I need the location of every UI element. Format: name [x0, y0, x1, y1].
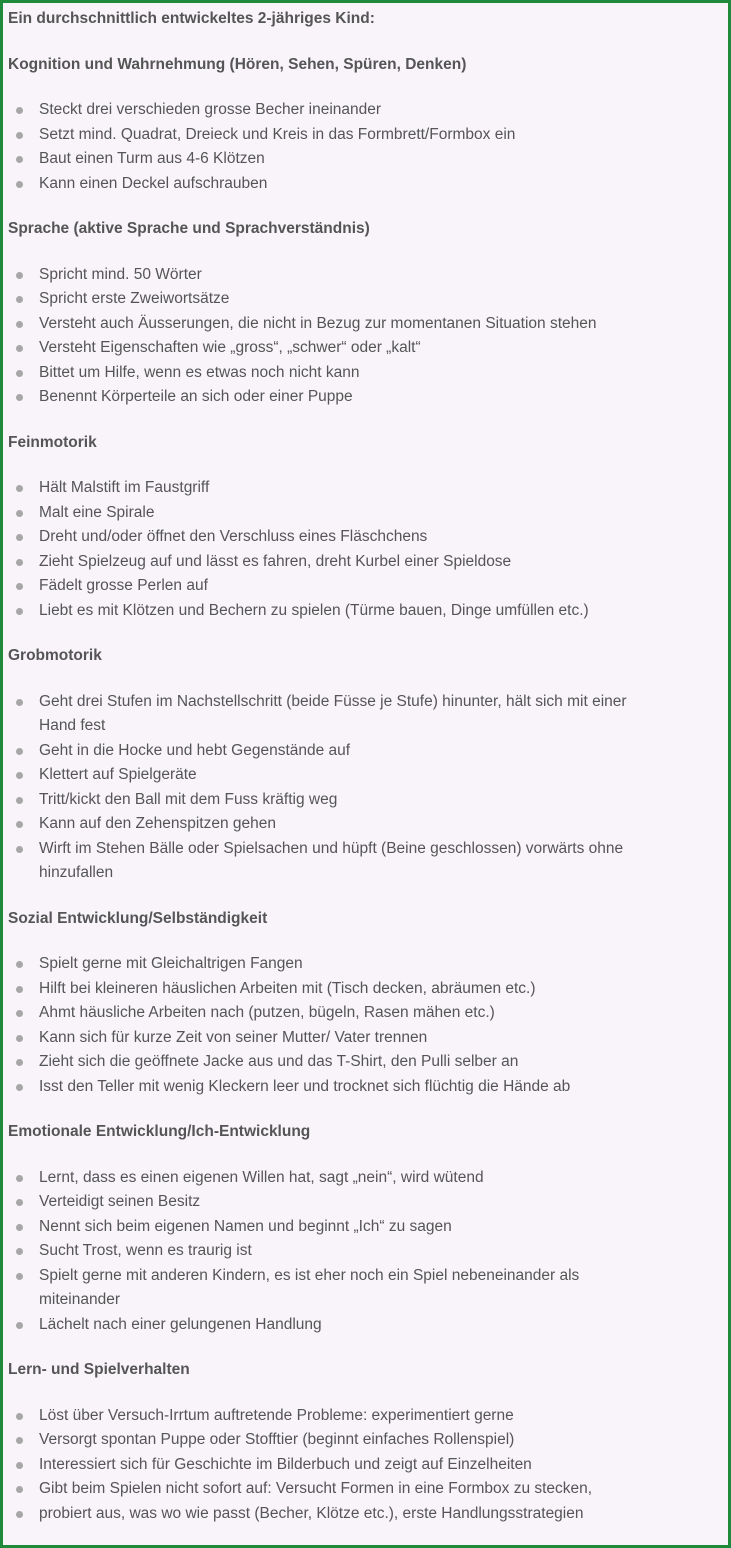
list-item-text: Bittet um Hilfe, wenn es etwas noch nicht kann — [39, 363, 360, 381]
bullet-icon — [16, 1224, 23, 1231]
list-item-text: Setzt mind. Quadrat, Dreieck und Kreis in das Formbrett/Formbox ein — [39, 125, 516, 143]
list-item — [8, 1166, 639, 1191]
list-item-text: Liebt es mit Klötzen und Bechern zu spielen (Türme bauen, Dinge umfüllen etc.) — [39, 601, 589, 619]
bullet-icon — [16, 534, 23, 541]
bullet-icon — [16, 1413, 23, 1420]
list-item-text: Kann sich für kurze Zeit von seiner Mutter/ Vater trennen — [39, 1028, 428, 1046]
list-item-text: Versorgt spontan Puppe oder Stofftier (beginnt einfaches Rollenspiel) — [39, 1431, 515, 1448]
list-item — [8, 1050, 639, 1075]
bullet-icon — [16, 1248, 23, 1255]
list-item — [8, 312, 639, 337]
bullet-icon — [16, 321, 23, 328]
document-title: Ein durchschnittlich entwickeltes 2-jähriges Kind: — [8, 10, 375, 27]
list-item-text: Baut einen Turm aus 4-6 Klötzen — [39, 150, 265, 167]
bullet-icon — [16, 1059, 23, 1066]
bullet-icon — [16, 1010, 23, 1017]
list-item — [8, 1001, 639, 1026]
list-item — [8, 690, 639, 739]
bullet-icon — [16, 296, 23, 303]
list-item — [8, 1313, 639, 1338]
bullet-icon — [16, 107, 23, 114]
list-item — [8, 1026, 639, 1051]
bullet-icon — [16, 1199, 23, 1206]
bullet-icon — [16, 485, 23, 492]
bullet-icon — [16, 961, 23, 968]
list-item-text: Hilft bei kleineren häuslichen Arbeiten mit (Tisch decken, abräumen etc.) — [39, 979, 536, 997]
list-item — [8, 1239, 639, 1264]
document-body — [8, 7, 723, 1547]
list-item — [8, 763, 639, 788]
list-item — [8, 336, 639, 361]
list-item-text: Tritt/kickt den Ball mit dem Fuss kräftig weg — [39, 790, 338, 808]
list-item-text: Spielt gerne mit Gleichaltrigen Fangen — [39, 955, 303, 972]
list-item-text: Interessiert sich für Geschichte im Bilderbuch und zeigt auf Einzelheiten — [39, 1455, 532, 1473]
list-item-text: Hält Malstift im Faustgriff — [39, 479, 210, 496]
list-item — [8, 147, 639, 172]
sections-container — [8, 53, 723, 1527]
bullet-icon — [16, 559, 23, 566]
list-item-text: Geht in die Hocke und hebt Gegenstände auf — [39, 741, 351, 759]
bullet-icon — [16, 772, 23, 779]
bullet-icon — [16, 821, 23, 828]
list-item-text: Geht drei Stufen im Nachstellschritt (beide Füsse je Stufe) hinunter, hält sich mit einer Hand fest — [39, 692, 627, 734]
list-item — [8, 1264, 639, 1313]
bullet-icon — [16, 797, 23, 804]
list-item-text: Spricht mind. 50 Wörter — [39, 265, 202, 283]
section-heading: Feinmotorik — [8, 433, 97, 451]
list-item — [8, 812, 639, 837]
bullet-icon — [16, 510, 23, 517]
bullet-icon — [16, 1511, 23, 1518]
bullet-icon — [16, 394, 23, 401]
list-item — [8, 952, 639, 977]
bullet-icon — [16, 1175, 23, 1182]
bullet-icon — [16, 1437, 23, 1444]
bullet-icon — [16, 608, 23, 615]
bullet-icon — [16, 345, 23, 352]
section-heading: Emotionale Entwicklung/Ich-Entwicklung — [8, 1123, 311, 1140]
list-item — [8, 1453, 639, 1478]
list-item — [8, 287, 639, 312]
list-item — [8, 788, 639, 813]
list-item-text: Fädelt grosse Perlen auf — [39, 577, 208, 594]
list-item — [8, 837, 639, 886]
bullet-list — [8, 263, 723, 410]
list-item-text: Kann einen Deckel aufschrauben — [39, 174, 268, 192]
bullet-icon — [16, 370, 23, 377]
list-item-text: Kann auf den Zehenspitzen gehen — [39, 815, 276, 832]
bullet-icon — [16, 846, 23, 853]
list-item-text: Wirft im Stehen Bälle oder Spielsachen und hüpft (Beine geschlossen) vorwärts ohne hinzufallen — [39, 839, 624, 881]
list-item — [8, 361, 639, 386]
list-item — [8, 1404, 639, 1429]
bullet-list — [8, 952, 723, 1099]
list-item — [8, 1215, 639, 1240]
list-item-text: Sucht Trost, wenn es traurig ist — [39, 1242, 252, 1259]
list-item-text: Ahmt häusliche Arbeiten nach (putzen, bügeln, Rasen mähen etc.) — [39, 1004, 495, 1021]
list-item-text: Isst den Teller mit wenig Kleckern leer und trocknet sich flüchtig die Hände ab — [39, 1077, 571, 1095]
section-heading: Grobmotorik — [8, 647, 102, 664]
list-item-text: Löst über Versuch-Irrtum auftretende Probleme: experimentiert gerne — [39, 1406, 514, 1424]
list-item-text: Spielt gerne mit anderen Kindern, es ist eher noch ein Spiel nebeneinander als miteinander — [39, 1266, 580, 1308]
list-item — [8, 1502, 639, 1527]
list-item — [8, 525, 639, 550]
list-item — [8, 172, 639, 197]
bullet-icon — [16, 583, 23, 590]
list-item-text: Lächelt nach einer gelungenen Handlung — [39, 1315, 322, 1333]
bullet-list — [8, 98, 723, 196]
list-item — [8, 977, 639, 1002]
list-item-text: Gibt beim Spielen nicht sofort auf: Versucht Formen in eine Formbox zu stecken, — [39, 1480, 593, 1497]
list-item-text: Verteidigt seinen Besitz — [39, 1193, 201, 1210]
bullet-icon — [16, 1273, 23, 1280]
section-heading: Kognition und Wahrnehmung (Hören, Sehen, Spüren, Denken) — [8, 55, 467, 73]
list-item-text: Klettert auf Spielgeräte — [39, 766, 197, 783]
bullet-icon — [16, 699, 23, 706]
list-item — [8, 123, 639, 148]
list-item-text: Zieht sich die geöffnete Jacke aus und das T-Shirt, den Pulli selber an — [39, 1053, 519, 1070]
list-item — [8, 1477, 639, 1502]
bullet-icon — [16, 1035, 23, 1042]
bullet-icon — [16, 1462, 23, 1469]
bullet-icon — [16, 272, 23, 279]
bullet-icon — [16, 181, 23, 188]
list-item-text: probiert aus, was wo wie passt (Becher, Klötze etc.), erste Handlungsstrategien — [39, 1504, 584, 1522]
section-heading: Sprache (aktive Sprache und Sprachverständnis) — [8, 220, 370, 237]
bullet-icon — [16, 986, 23, 993]
list-item — [8, 98, 639, 123]
bullet-icon — [16, 1486, 23, 1493]
list-item-text: Dreht und/oder öffnet den Verschluss eines Fläschchens — [39, 528, 428, 545]
list-item — [8, 476, 639, 501]
list-item — [8, 1428, 639, 1453]
list-item-text: Malt eine Spirale — [39, 503, 155, 521]
bullet-list — [8, 476, 723, 623]
list-item — [8, 1190, 639, 1215]
bullet-icon — [16, 1084, 23, 1091]
list-item-text: Spricht erste Zweiwortsätze — [39, 290, 230, 307]
list-item — [8, 574, 639, 599]
bullet-list — [8, 690, 723, 886]
section-heading: Sozial Entwicklung/Selbständigkeit — [8, 909, 268, 927]
bullet-icon — [16, 156, 23, 163]
list-item — [8, 263, 639, 288]
list-item-text: Nennt sich beim eigenen Namen und beginnt „Ich“ zu sagen — [39, 1217, 452, 1235]
list-item — [8, 385, 639, 410]
bullet-icon — [16, 1322, 23, 1329]
list-item-text: Zieht Spielzeug auf und lässt es fahren, dreht Kurbel einer Spieldose — [39, 552, 512, 570]
list-item-text: Versteht Eigenschaften wie „gross“, „schwer“ oder „kalt“ — [39, 339, 421, 356]
bullet-icon — [16, 132, 23, 139]
bullet-list — [8, 1166, 723, 1338]
list-item — [8, 501, 639, 526]
list-item-text: Versteht auch Äusserungen, die nicht in Bezug zur momentanen Situation stehen — [39, 314, 597, 332]
list-item — [8, 1075, 639, 1100]
list-item-text: Lernt, dass es einen eigenen Willen hat, sagt „nein“, wird wütend — [39, 1168, 484, 1186]
list-item — [8, 739, 639, 764]
list-item — [8, 599, 639, 624]
list-item-text: Steckt drei verschieden grosse Becher ineinander — [39, 101, 382, 118]
bullet-icon — [16, 748, 23, 755]
bullet-list — [8, 1404, 723, 1527]
section-heading: Lern- und Spielverhalten — [8, 1361, 190, 1378]
list-item — [8, 550, 639, 575]
list-item-text: Benennt Körperteile an sich oder einer Puppe — [39, 388, 353, 405]
